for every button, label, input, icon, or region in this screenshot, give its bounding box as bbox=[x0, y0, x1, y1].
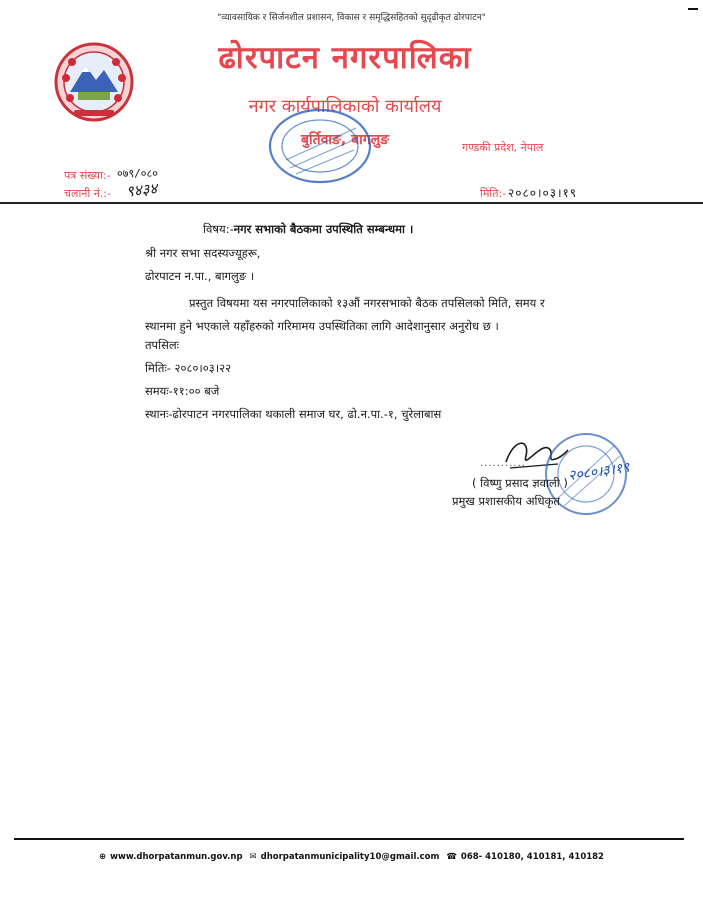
province-name: गण्डकी प्रदेश, नेपाल bbox=[462, 141, 544, 154]
reference-number-label: पत्र संख्या:- bbox=[64, 169, 111, 182]
meeting-time: समयः-११:०० बजे bbox=[145, 384, 220, 398]
globe-icon: ⊕ bbox=[99, 852, 107, 862]
subject-label: विषय:- bbox=[203, 222, 234, 236]
footer-phone: 068- 410180, 410181, 410182 bbox=[460, 852, 604, 862]
details-heading: तपसिलः bbox=[145, 338, 179, 352]
municipality-name: ढोरपाटन नगरपालिका bbox=[218, 40, 472, 76]
letter-date-label: मिति:- bbox=[480, 187, 507, 200]
dispatch-number-label: चलानी नं.:- bbox=[64, 187, 112, 200]
recipient-line-2: ढोरपाटन न.पा., बागलुङ । bbox=[145, 269, 255, 283]
government-emblem-icon bbox=[52, 40, 136, 124]
meeting-place: स्थानः-ढोरपाटन नगरपालिका थकाली समाज घर, ढो.न.पा.-१, चुरेलाबास bbox=[145, 407, 442, 421]
mail-icon: ✉ bbox=[249, 852, 257, 862]
letter-date-value: २०८०।०३।१९ bbox=[508, 186, 578, 200]
motto: "व्यावसायिक र सिर्जनशील प्रशासन, विकास र समृद्धिसहितको सुदृढीकृत ढोरपाटन" bbox=[217, 13, 486, 23]
office-stamp-icon bbox=[266, 104, 374, 188]
recipient-line-1: श्री नगर सभा सदस्यज्यूहरू, bbox=[145, 246, 261, 260]
footer-contact bbox=[0, 852, 703, 862]
district-name: बुर्तिवाङ, बागलुङ bbox=[300, 132, 390, 148]
reference-number-value: ०७९/०८० bbox=[117, 167, 158, 180]
signatory-title: प्रमुख प्रशासकीय अधिकृत bbox=[452, 494, 560, 508]
signature-dotted-line: ........... bbox=[480, 458, 526, 469]
phone-icon: ☎ bbox=[446, 852, 457, 862]
handwritten-date: २०८०।३।१९ bbox=[567, 459, 631, 485]
dispatch-number-value: ९४३४ bbox=[125, 179, 159, 201]
signatory-name: ( विष्णु प्रसाद ज्ञवाली ) bbox=[472, 476, 568, 490]
footer-website[interactable]: www.dhorpatanmun.gov.np bbox=[110, 852, 243, 862]
footer-divider bbox=[14, 838, 684, 840]
footer-email[interactable]: dhorpatanmunicipality10@gmail.com bbox=[260, 852, 440, 862]
subject-line bbox=[203, 222, 413, 237]
header-divider bbox=[0, 202, 703, 204]
subject-text: नगर सभाको बैठकमा उपस्थिति सम्बन्धमा । bbox=[233, 222, 414, 236]
body-paragraph: प्रस्तुत विषयमा यस नगरपालिकाको १३औं नगरसभाको बैठक तपसिलको मिति, समय र स्थानमा हुने भएकाले यहाँहरुको गरिमामय उपस्थितिका लागि आदेशानुसार अनुरोध छ । bbox=[145, 296, 545, 333]
meeting-date: मितिः- २०८०।०३।२२ bbox=[145, 361, 232, 375]
office-name: नगर कार्यपालिकाको कार्यालय bbox=[248, 96, 442, 117]
